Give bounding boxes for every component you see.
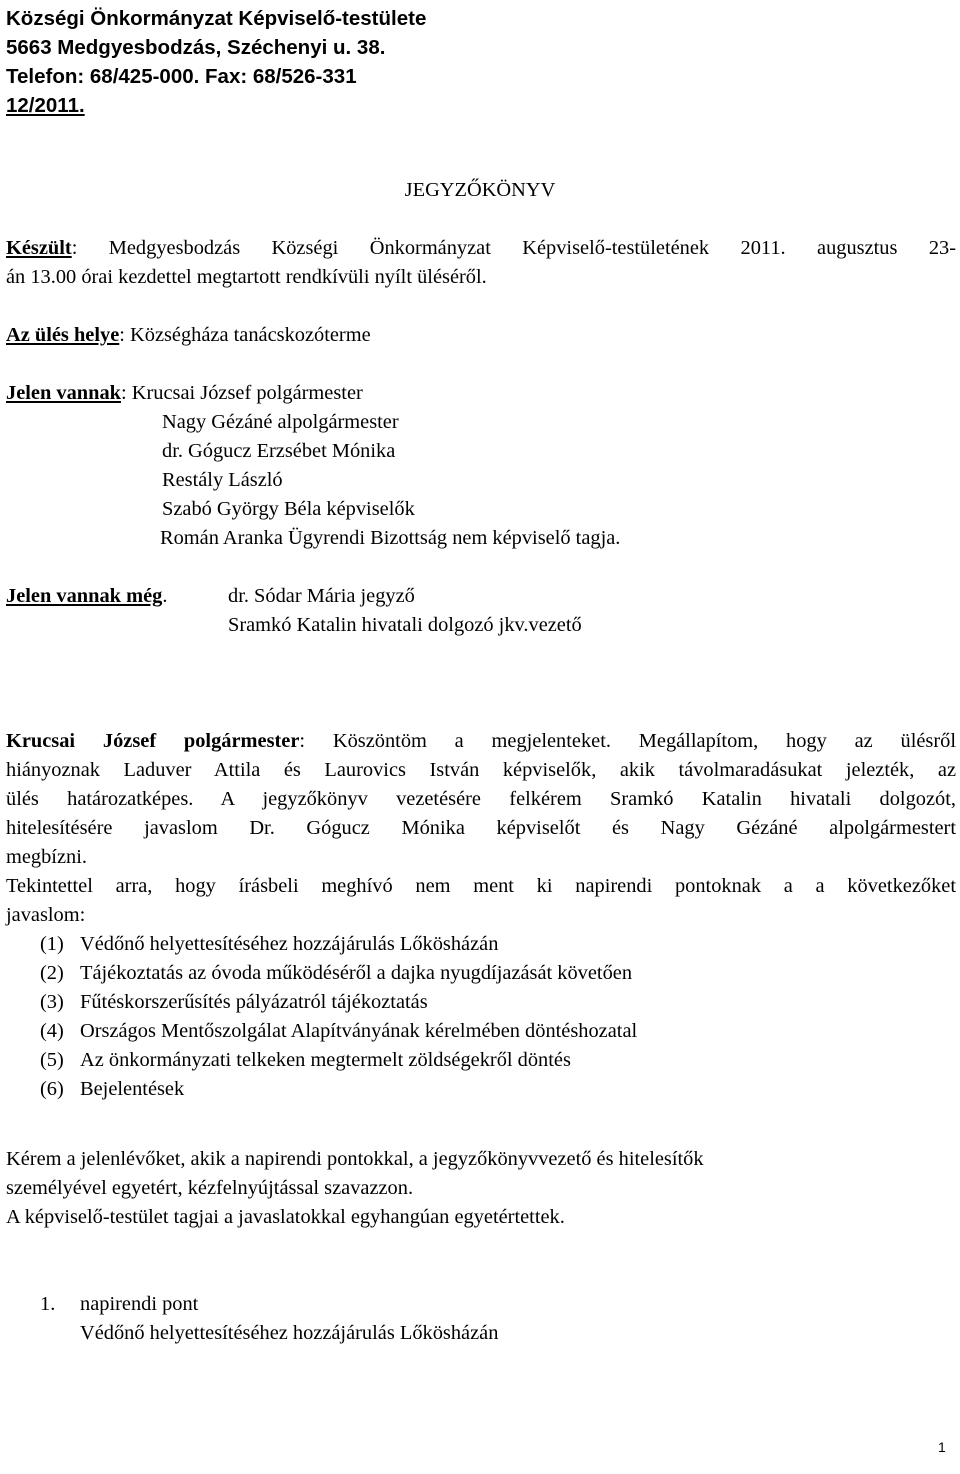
agenda-text: Az önkormányzati telkeken megtermelt zöldségekről döntés — [80, 1049, 571, 1071]
document-title: JEGYZŐKÖNYV — [404, 179, 556, 201]
kerem-line-2: személyével egyetért, kézfelnyújtással szavazzon. — [6, 1177, 414, 1199]
jelen-meg — [6, 582, 167, 611]
speech-line-4: hitelesítésére javaslom Dr. Gógucz Mónika képviselőt és Nagy Gézáné alpolgármestert — [6, 817, 956, 839]
agenda-number: (5) — [40, 1049, 64, 1071]
jelen-item: Nagy Gézáné alpolgármester — [162, 411, 399, 433]
agenda-item — [40, 1017, 637, 1046]
point-number: 1. — [40, 1293, 56, 1315]
kerem-line-1: Kérem a jelenlévőket, akik a napirendi pontokkal, a jegyzőkönyvvezető és hitelesítők — [6, 1148, 704, 1170]
header-line-1: Községi Önkormányzat Képviselő-testülete — [6, 7, 427, 30]
kerem-line-3: A képviselő-testület tagjai a javaslatokkal egyhangúan egyetértettek. — [6, 1206, 565, 1228]
tekintettel-line-1: Tekintettel arra, hogy írásbeli meghívó nem ment ki napirendi pontoknak a a következőket — [6, 875, 956, 897]
agenda-text: Tájékoztatás az óvoda működéséről a dajka nyugdíjazását követően — [80, 962, 633, 984]
header-line-2: 5663 Medgyesbodzás, Széchenyi u. 38. — [6, 36, 386, 59]
point-label: napirendi pont — [80, 1293, 199, 1315]
jelen-last: Román Aranka Ügyrendi Bizottság nem képviselő tagja. — [160, 527, 621, 549]
ules-helye — [6, 321, 371, 350]
jelen-meg-label: Jelen vannak még — [6, 585, 163, 607]
jelen-label: Jelen vannak — [6, 382, 122, 404]
jelen-item: Restály László — [162, 469, 283, 491]
agenda-item — [40, 959, 632, 988]
keszult-label: Készült — [6, 237, 72, 259]
jelen-meg-item: dr. Sódar Mária jegyző — [228, 585, 415, 607]
speech-line-1 — [6, 727, 956, 756]
agenda-number: (4) — [40, 1020, 64, 1042]
jelen-first: : Krucsai József polgármester — [121, 382, 363, 404]
agenda-item — [40, 930, 498, 959]
jelen-meg-dot: . — [162, 585, 168, 607]
speech-line-5: megbízni. — [6, 846, 87, 868]
point-subtitle: Védőnő helyettesítéséhez hozzájárulás Lőkösházán — [80, 1322, 499, 1344]
jelen-meg-item: Sramkó Katalin hivatali dolgozó jkv.vezető — [228, 614, 582, 636]
agenda-item — [40, 1075, 184, 1104]
keszult-text: : Medgyesbodzás Községi Önkormányzat Képviselő-testületének 2011. augusztus 23- — [71, 237, 956, 259]
agenda-text: Bejelentések — [80, 1078, 185, 1100]
speaker-name: Krucsai József polgármester — [6, 730, 300, 752]
jelen-item: dr. Gógucz Erzsébet Mónika — [162, 440, 396, 462]
agenda-point-heading — [40, 1290, 198, 1319]
speech-line-3: ülés határozatképes. A jegyzőkönyv vezetésére felkérem Sramkó Katalin hivatali dolgozót, — [6, 788, 956, 810]
agenda-text: Védőnő helyettesítéséhez hozzájárulás Lőkösházán — [80, 933, 499, 955]
speech-text: : Köszöntöm a megjelenteket. Megállapítom, hogy az ülésről — [299, 730, 956, 752]
page-number: 1 — [938, 1439, 946, 1455]
agenda-number: (3) — [40, 991, 64, 1013]
keszult-line-2: án 13.00 órai kezdettel megtartott rendkívüli nyílt üléséről. — [6, 266, 487, 288]
helye-value: : Községháza tanácskozóterme — [119, 324, 371, 346]
agenda-item — [40, 1046, 571, 1075]
agenda-number: (1) — [40, 933, 64, 955]
helye-label: Az ülés helye — [6, 324, 120, 346]
tekintettel-line-2: javaslom: — [6, 904, 86, 926]
agenda-item — [40, 988, 428, 1017]
jelen-item: Szabó György Béla képviselők — [162, 498, 415, 520]
speech-line-2: hiányoznak Laduver Attila és Laurovics István képviselők, akik távolmaradásukat jelezték, az — [6, 759, 956, 781]
keszult-line-1 — [6, 234, 956, 263]
agenda-text: Fűtéskorszerűsítés pályázatról tájékoztatás — [80, 991, 428, 1013]
header-line-3: Telefon: 68/425-000. Fax: 68/526-331 — [6, 65, 357, 88]
agenda-text: Országos Mentőszolgálat Alapítványának kérelmében döntéshozatal — [80, 1020, 638, 1042]
agenda-number: (2) — [40, 962, 64, 984]
jelen-vannak — [6, 379, 363, 408]
agenda-number: (6) — [40, 1078, 64, 1100]
header-line-4: 12/2011. — [6, 94, 85, 117]
